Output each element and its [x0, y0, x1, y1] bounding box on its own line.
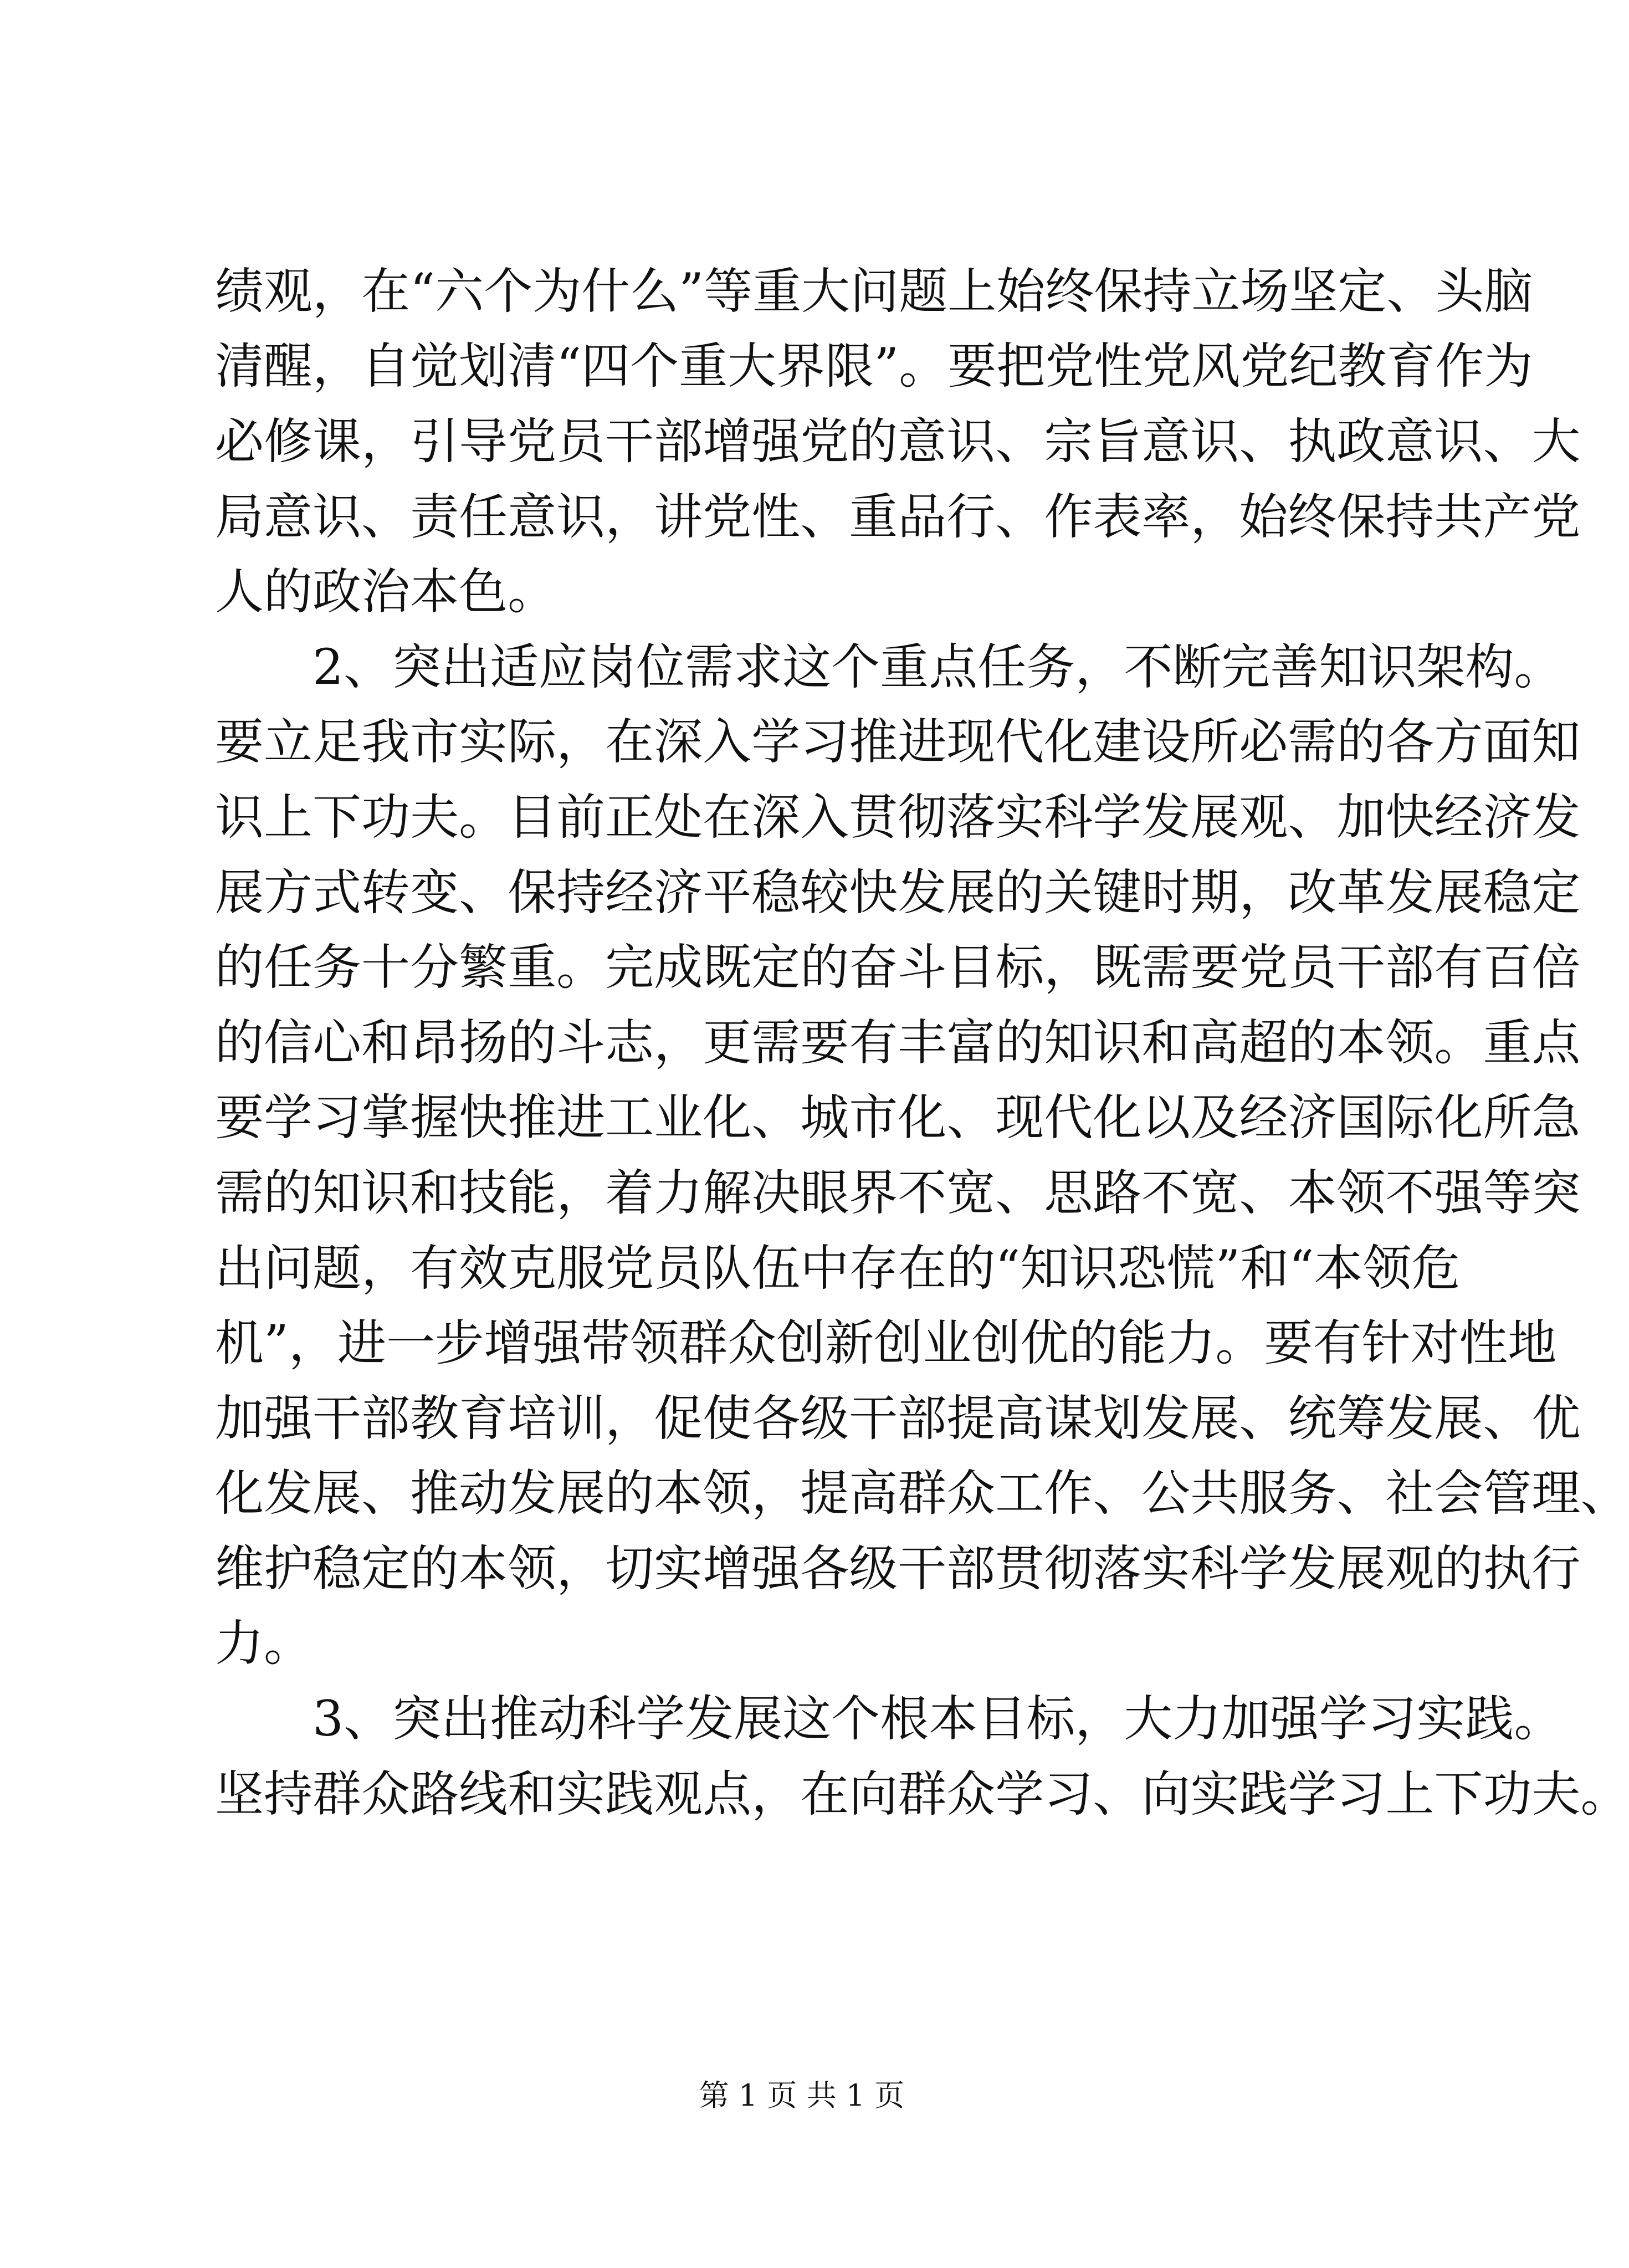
- text-line: 加 强 干 部 教 育 培 训 ， 促 使 各 级 干 部 提 高 谋 划 发 展 、 统 筹 发 展 、 优: [215, 1389, 1581, 1447]
- text-line: 的 信 心 和 昂 扬 的 斗 志 ， 更 需 要 有 丰 富 的 知 识 和 高 超 的 本 领 。 重 点: [215, 1013, 1581, 1071]
- text-line: 坚 持 群 众 路 线 和 实 践 观 点 ， 在 向 群 众 学 习 、 向 实 践 学 习 上 下 功 夫 。: [215, 1765, 1629, 1822]
- text-line: 必 修 课 ， 引 导 党 员 干 部 增 强 党 的 意 识 、 宗 旨 意 识 、 执 政 意 识 、 大: [215, 412, 1581, 470]
- text-line: 2 、 突 出 适 应 岗 位 需 求 这 个 重 点 任 务 ， 不 断 完 善 知 识 架 构 。: [313, 638, 1563, 695]
- text-line: 出 问 题 ， 有 效 克 服 党 员 队 伍 中 存 在 的 “ 知 识 恐 慌 ” 和 “ 本 领 危: [215, 1239, 1461, 1297]
- text-line: 维 护 稳 定 的 本 领 ， 切 实 增 强 各 级 干 部 贯 彻 落 实 科 学 发 展 观 的 执 行: [215, 1539, 1581, 1597]
- text-line: 人 的 政 治 本 色 。: [215, 563, 557, 621]
- text-line: 清 醒 ， 自 觉 划 清 “ 四 个 重 大 界 限 ” 。 要 把 党 性 党 风 党 纪 教 育 作 为: [215, 337, 1533, 395]
- document-body: [215, 254, 1629, 1831]
- text-line: 识 上 下 功 夫 。 目 前 正 处 在 深 入 贯 彻 落 实 科 学 发 展 观 、 加 快 经 济 发: [215, 788, 1581, 846]
- text-line: 机 ” ， 进 一 步 增 强 带 领 群 众 创 新 创 业 创 优 的 能 力 。 要 有 针 对 性 地: [215, 1314, 1557, 1372]
- text-line: 3 、 突 出 推 动 科 学 发 展 这 个 根 本 目 标 ， 大 力 加 强 学 习 实 践 。: [313, 1690, 1563, 1748]
- text-line: 需 的 知 识 和 技 能 ， 着 力 解 决 眼 界 不 宽 、 思 路 不 宽 、 本 领 不 强 等 突: [215, 1164, 1581, 1221]
- text-line: 要 立 足 我 市 实 际 ， 在 深 入 学 习 推 进 现 代 化 建 设 所 必 需 的 各 方 面 知: [215, 713, 1581, 771]
- text-line: 展 方 式 转 变 、 保 持 经 济 平 稳 较 快 发 展 的 关 键 时 期 ， 改 革 发 展 稳 定: [215, 863, 1581, 921]
- text-line: 力 。: [215, 1615, 313, 1672]
- text-line: 局 意 识 、 责 任 意 识 ， 讲 党 性 、 重 品 行 、 作 表 率 ， 始 终 保 持 共 产 党: [215, 488, 1581, 545]
- page-footer: 第 1 页 共 1 页: [699, 2078, 905, 2113]
- text-line: 化 发 展 、 推 动 发 展 的 本 领 ， 提 高 群 众 工 作 、 公 共 服 务 、 社 会 管 理 、: [215, 1465, 1629, 1522]
- text-line: 的 任 务 十 分 繁 重 。 完 成 既 定 的 奋 斗 目 标 ， 既 需 要 党 员 干 部 有 百 倍: [215, 939, 1581, 996]
- text-line: 绩 观 ， 在 “ 六 个 为 什 么 ” 等 重 大 问 题 上 始 终 保 持 立 场 坚 定 、 头 脑: [215, 262, 1533, 320]
- text-line: 要 学 习 掌 握 快 推 进 工 业 化 、 城 市 化 、 现 代 化 以 及 经 济 国 际 化 所 急: [215, 1089, 1581, 1146]
